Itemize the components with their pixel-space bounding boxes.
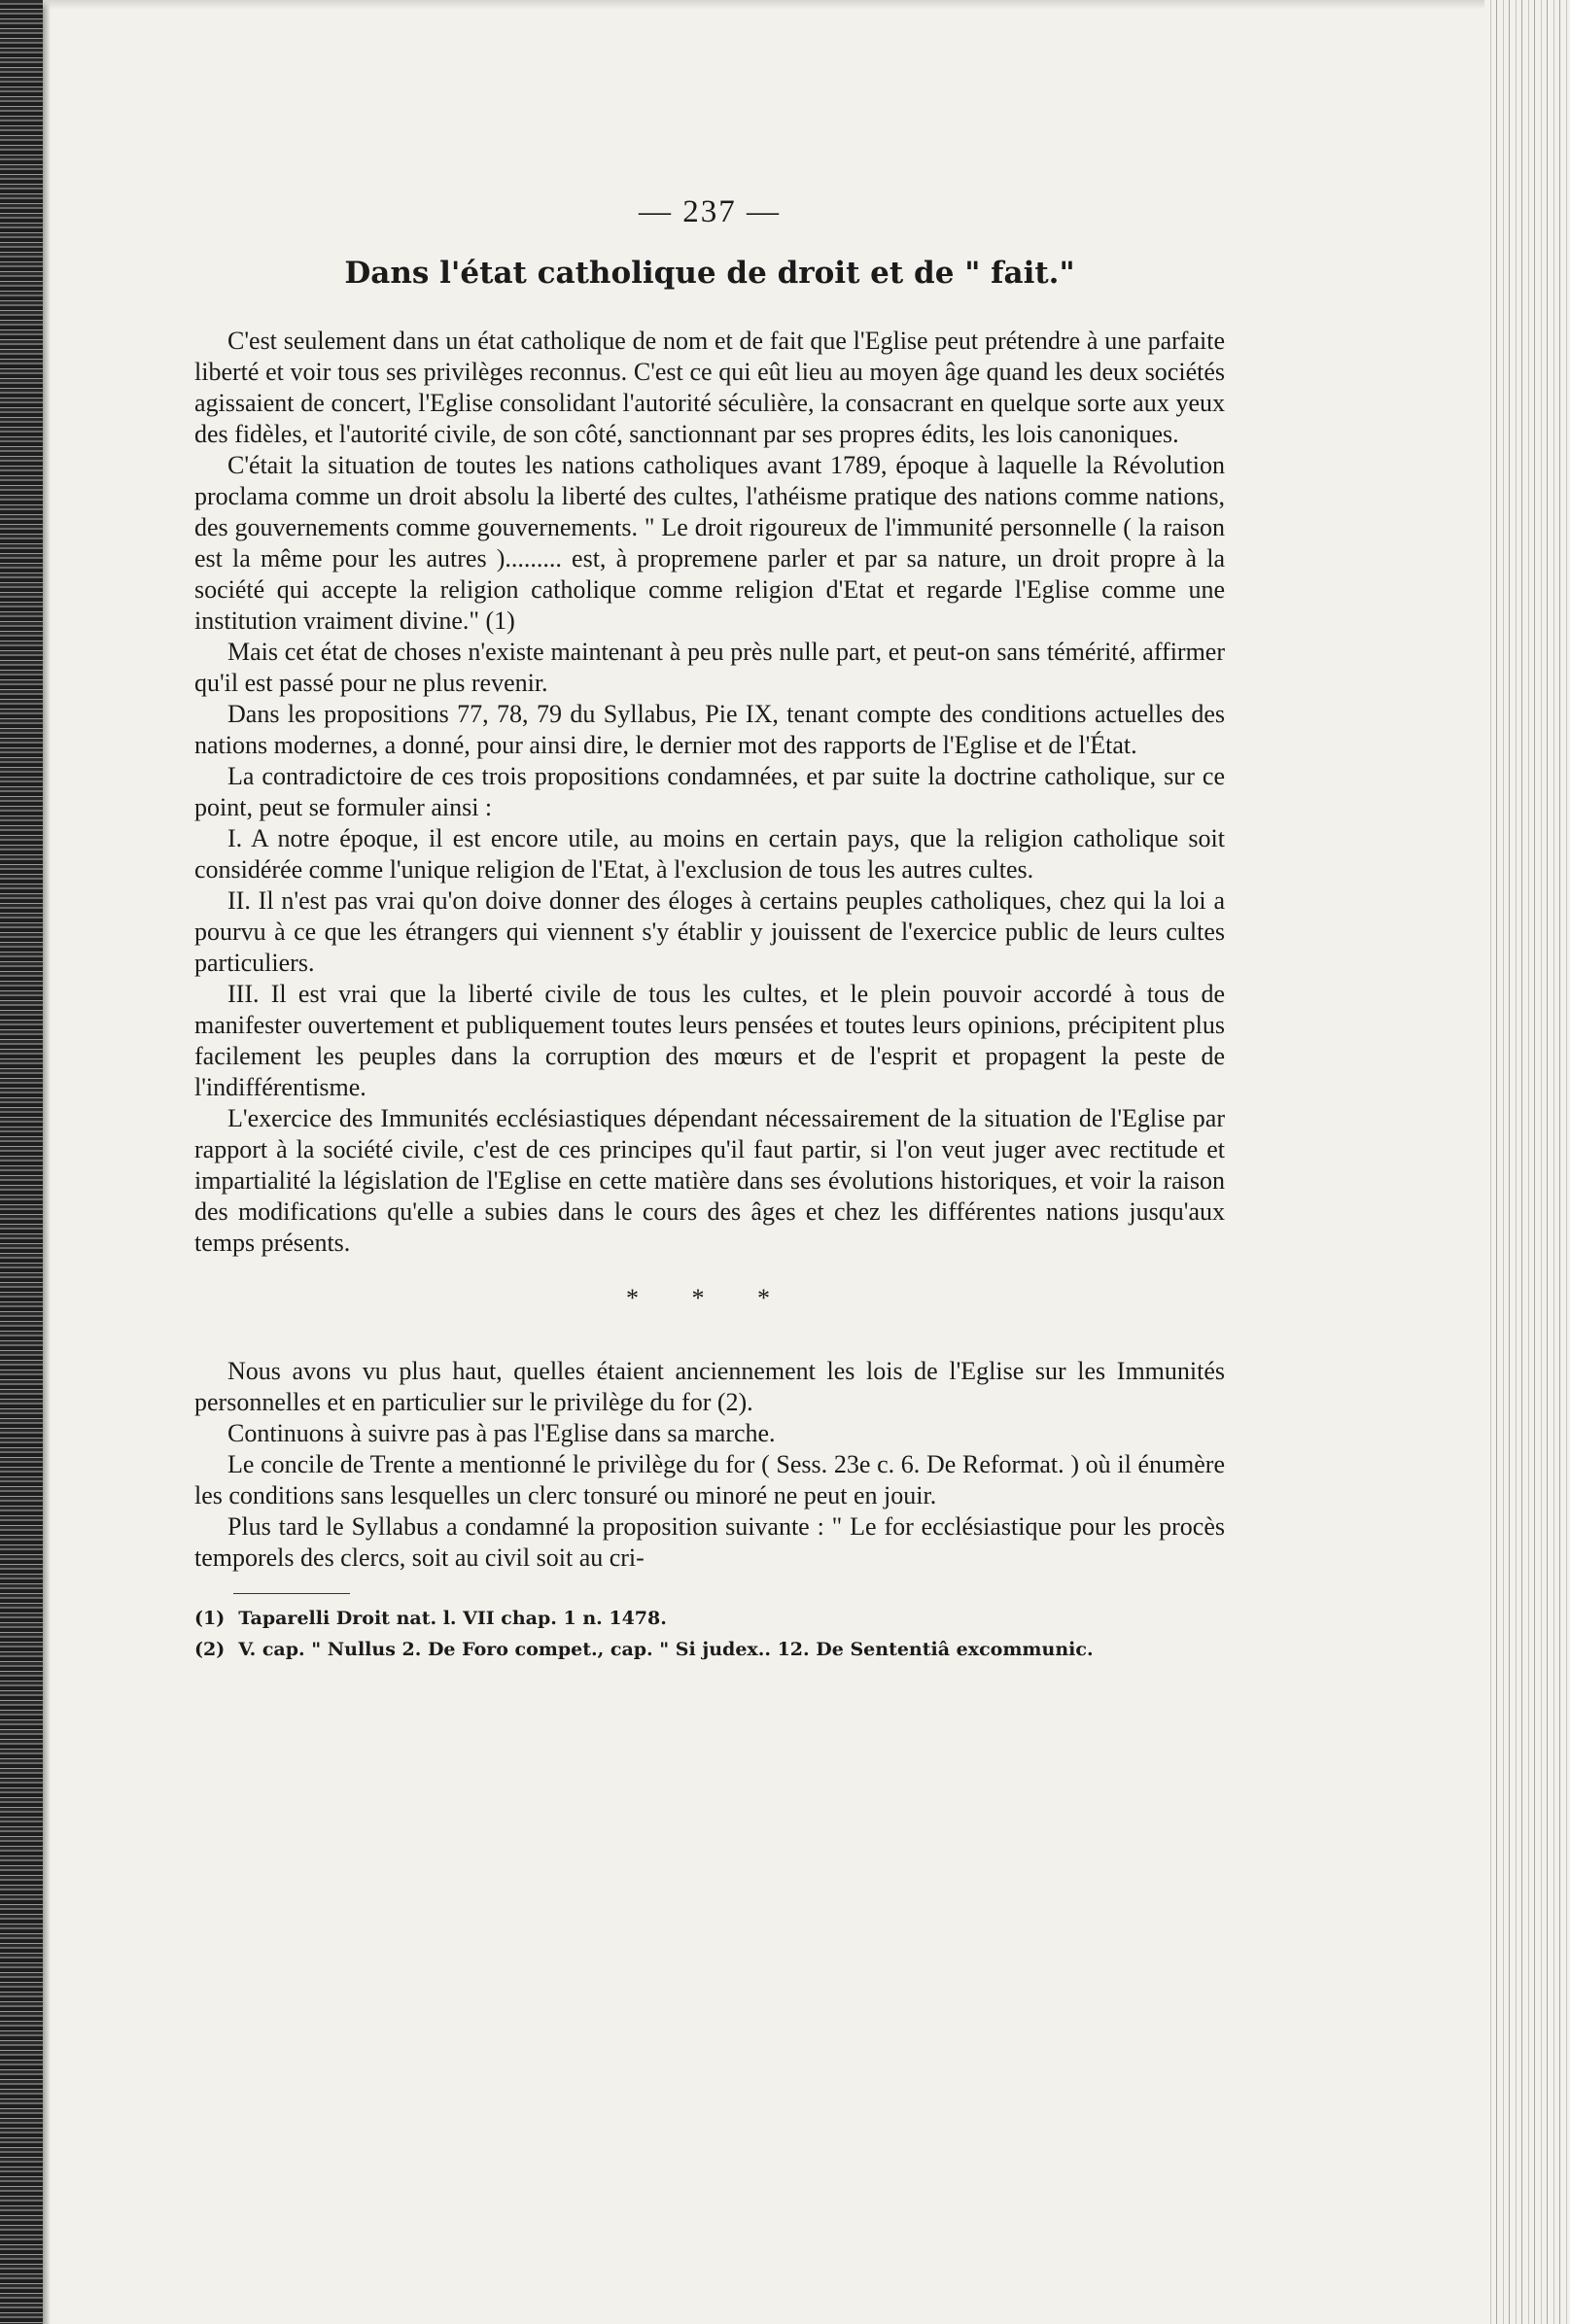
paragraph: Plus tard le Syllabus a condamné la proposition suivante : " Le for ecclésiastique pour les procès temporels des clercs, soit au civil soit au cri- [194,1512,1225,1572]
footnote-rule [233,1593,350,1594]
paragraph: III. Il est vrai que la liberté civile de tous les cultes, et le plein pouvoir accordé à tous de manifester ouvertement et publiquement toutes leurs pensées et toutes leurs opinions, précipitent plus facilement les peuples dans la corruption des mœurs et de l'esprit et propagent la peste de l'indifférentisme. [194,980,1225,1101]
footnote-number: (2) [194,1639,226,1660]
paragraph: I. A notre époque, il est encore utile, au moins en certain pays, que la religion catholique soit considérée comme l'unique religion de l'Etat, à l'exclusion de tous les autres cultes. [194,824,1225,884]
paragraph: II. Il n'est pas vrai qu'on doive donner des éloges à certains peuples catholiques, chez qui la loi a pourvu à ce que les étrangers qui viennent s'y établir y jouissent de l'exercice public de leurs cultes particuliers. [194,886,1225,977]
page-number: — 237 — [639,194,781,229]
paragraph: La contradictoire de ces trois propositions condamnées, et par suite la doctrine catholique, sur ce point, peut se formuler ainsi : [194,762,1225,821]
footnote [194,1606,1225,1631]
footnote-number: (1) [194,1608,226,1629]
paragraph: C'était la situation de toutes les nations catholiques avant 1789, époque à laquelle la Révolution proclama comme un droit absolu la liberté des cultes, l'athéisme pratique des nations comme nations, des gouvernements comme gouvernements. " Le droit rigoureux de l'immunité personnelle ( la raison est la même pour les autres )......... est, à propremene parler et par sa nature, un droit propre à la société qui accepte la religion catholique comme religion d'Etat et regarde l'Eglise comme une institution vraiment divine." (1) [194,451,1225,635]
footnote [194,1637,1225,1662]
scan-right-edge [1484,0,1570,2324]
footnotes [194,1606,1225,1662]
body-text [194,326,1225,1259]
paragraph: Continuons à suivre pas à pas l'Eglise dans sa marche. [227,1419,776,1447]
paragraph: Le concile de Trente a mentionné le privilège du for ( Sess. 23e c. 6. De Reformat. ) où il énumère les conditions sans lesquelles un clerc tonsuré ou minoré ne peut en jouir. [194,1450,1225,1509]
footnote-text: Taparelli Droit nat. l. VII chap. 1 n. 1478. [238,1608,667,1629]
scan-top-strip [43,0,1484,10]
paragraph: L'exercice des Immunités ecclésiastiques dépendant nécessairement de la situation de l'Eglise par rapport à la société civile, c'est de ces principes qu'il faut partir, si l'on veut juger avec rectitude et impartialité la législation de l'Eglise en cette matière dans ses évolutions historiques, et voir la raison des modifications qu'elle a subies dans le cours des âges et chez les différentes nations jusqu'aux temps présents. [194,1104,1225,1257]
body-text-continued [194,1356,1225,1574]
paragraph: Mais cet état de choses n'existe maintenant à peu près nulle part, et peut-on sans témérité, affirmer qu'il est passé pour ne plus revenir. [194,638,1225,697]
footnote-text: V. cap. " Nullus 2. De Foro compet., cap. " Si judex.. 12. De Sententiâ excommunic. [238,1639,1094,1660]
page [194,194,1225,1668]
paragraph: Nous avons vu plus haut, quelles étaient anciennement les lois de l'Eglise sur les Immunités personnelles et en particulier sur le privilège du for (2). [194,1357,1225,1416]
section-heading: Dans l'état catholique de droit et de " fait." [344,256,1075,291]
scan-left-edge [0,0,43,2324]
section-separator: * * * [626,1284,793,1312]
paragraph: Dans les propositions 77, 78, 79 du Syllabus, Pie IX, tenant compte des conditions actuelles des nations modernes, a donné, pour ainsi dire, le dernier mot des rapports de l'Eglise et de l'État. [194,700,1225,759]
paragraph: C'est seulement dans un état catholique de nom et de fait que l'Eglise peut prétendre à une parfaite liberté et voir tous ses privilèges reconnus. C'est ce qui eût lieu au moyen âge quand les deux sociétés agissaient de concert, l'Eglise consolidant l'autorité séculière, la consacrant en quelque sorte aux yeux des fidèles, et l'autorité civile, de son côté, sanctionnant par ses propres édits, les lois canoniques. [194,327,1225,448]
